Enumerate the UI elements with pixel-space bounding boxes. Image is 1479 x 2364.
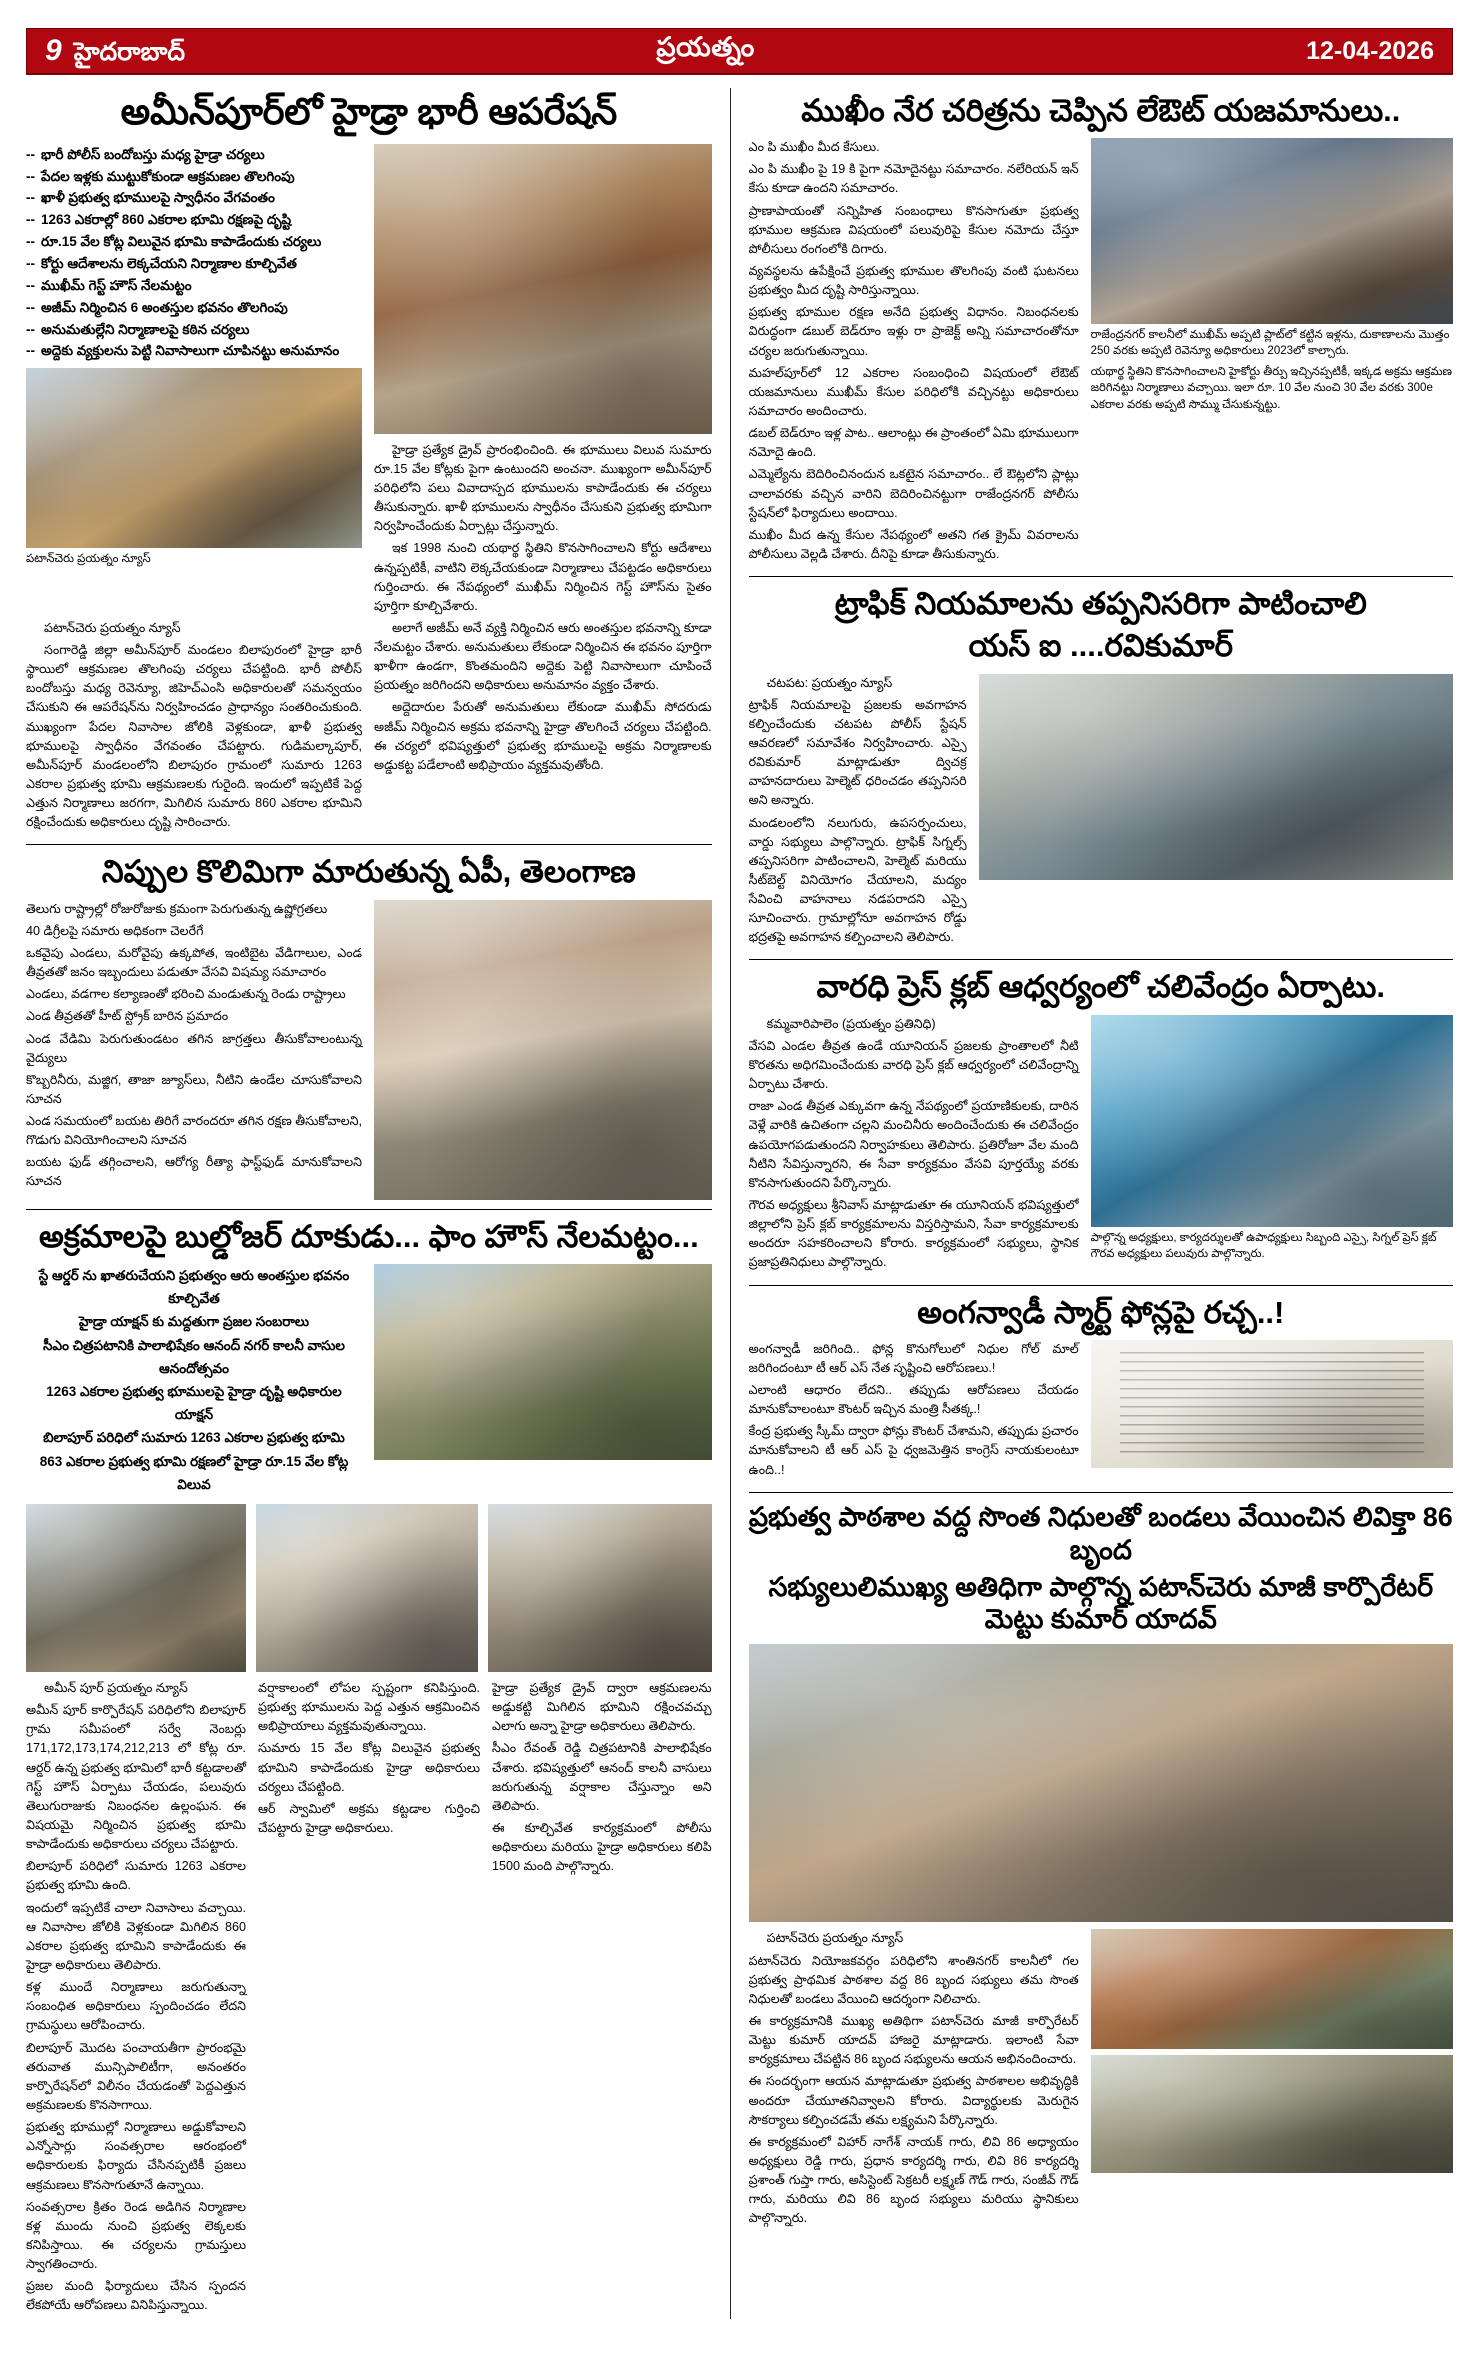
- paragraph: ట్రాఫిక్ నియమాలపై ప్రజలకు అవగాహన కల్పించేందుకు చటపట పోలీస్ స్టేషన్ ఆవరణలో సమావేశం నిర్వహించారు. ఎస్సై రవికుమార్ మాట్లాడుతూ ద్విచక్ర వాహనదారులు హెల్మెట్ ధరించడం తప్పనిసరి అని అన్నారు.: [748, 697, 967, 808]
- story5-headline: వారధి ప్రెస్ క్లబ్ ఆధ్వర్యంలో చలివేంద్రం ఏర్పాటు.: [816, 969, 1386, 1005]
- paragraph: బిలాపూర్ మొదట పంచాయతీగా ప్రారంభమై తరువాత మున్సిపాలిటీగా, అనంతరం కార్పొరేషన్‌లో విలీనం చేయడంతో పెద్దఎత్తున అక్రమణలకు కొనసాగాయి.: [26, 2040, 246, 2112]
- paragraph: వేసవి ఎండల తీవ్రత ఉండే యూనియన్ ప్రజలకు ప్రాంతాలలో నీటి కొరతను అధిగమించేందుకు వారధి ప్రెస్ క్లబ్ ఆధ్వర్యంలో చలివేంద్రాన్ని ఏర్పాటు చేశారు.: [748, 1038, 1079, 1092]
- story1-body-right: [374, 619, 712, 778]
- paragraph: సంవత్సరాల క్రితం రెండ అడిగిన నిర్మాణాల కళ్ల ముందు నుంచి ప్రభుత్వ లెక్కలకు కనిపిస్తాయి. ఈ చర్యలను గ్రామస్తులు స్వాగతించారు.: [26, 2199, 246, 2272]
- story3-text: [749, 674, 967, 951]
- summary-line: హైడ్రా యాక్షన్ కు మద్దతుగా ప్రజల సంబరాలు: [78, 1314, 310, 1330]
- list-item: -- అనుమతుల్లేని నిర్మాణాలపై కఠిన చర్యలు: [26, 321, 250, 337]
- paragraph: కొబ్బరినీరు, మజ్జిగ, తాజా జ్యూస్‌లు, నీటిని ఉండేల చూసుకోవాలని సూచన: [26, 1072, 362, 1106]
- story5-photo-caption: పాల్గొన్న అధ్యక్షులు, కార్యదర్శులతో ఉపాధ్యక్షులు సిబ్బంది ఎస్సై, సిగ్నల్ ప్రెస్ క్లబ్ గౌరవ అధ్యక్షులు పలువురు పాల్గొన్నారు.: [1090, 1231, 1437, 1260]
- list-item: -- పేదల ఇళ్లకు ముట్టుకోకుండా ఆక్రమణల తొలగింపు: [26, 168, 295, 184]
- meeting-hall-photo: [1091, 2055, 1453, 2173]
- paragraph: ఈ కార్యక్రమానికి ముఖ్య అతిథిగా పటాన్‌చెరు మాజీ కార్పొరేటర్ మెట్టు కుమార్ యాదవ్ హాజరై మాట్లాడారు. ఇలాంటి సేవా కార్యక్రమాలు చేపట్టిన 86 బృంద సభ్యులను ఆయన అభినందించారు.: [748, 2013, 1079, 2067]
- byline: పటాన్‌చెరు ప్రయత్నం న్యూస్: [44, 620, 181, 635]
- story6-body-col1: [26, 1679, 246, 2319]
- story-press-club-water: [749, 968, 1453, 1275]
- story7-headline: అంగన్వాడీ స్మార్ట్ ఫోన్లపై రచ్చ..!: [917, 1294, 1285, 1330]
- story6-rubble-wrap: [488, 1504, 712, 1672]
- paragraph: కళ్ల ముందే నిర్మాణాలు జరుగుతున్నా సంబంధిత అధికారులు స్పందించడం లేదని గ్రామస్థులు ఆరోపించారు.: [26, 1980, 246, 2033]
- story8-block: [749, 1929, 1453, 2231]
- story6-center-lines-wrap: [26, 1264, 362, 1496]
- paper-title: ప్రయత్నం: [656, 32, 755, 62]
- paragraph: ప్రాణాపాయంతో సన్నిహిత సంబంధాలు కొనసాగుతూ ప్రభుత్వ భూముల ఆక్రమణ విషయంలో పలువురిపై కేసుల నమోదు చేస్తూ పోలీసులు రంగంలోకి దిగారు.: [748, 203, 1079, 256]
- byline: కమ్మవారిపాలెం (ప్రయత్నం ప్రతినిధి): [766, 1016, 936, 1031]
- government-document-photo: [1091, 1340, 1453, 1468]
- story3-headline-line2: యస్ ఐ ....రవికుమార్: [968, 628, 1233, 664]
- summary-line: 1263 ఎకరాల ప్రభుత్వ భూములపై హైడ్రా దృష్టి అధికారుల యాక్షన్: [46, 1383, 342, 1423]
- story5-block: [749, 1015, 1453, 1276]
- story2-block: [749, 138, 1453, 567]
- page-columns: [26, 88, 1453, 2319]
- story8-headline-line2: సభ్యులులిముఖ్య అతిధిగా పాల్గొన్న పటాన్‌చెరు మాజీ కార్పొరేటర్ మెట్టు కుమార్ యాదవ్: [768, 1571, 1434, 1635]
- list-item: -- 1263 ఎకరాల్లో 860 ఎకరాల భూమి రక్షణపై దృష్టి: [26, 212, 292, 228]
- paragraph: హైడ్రా ప్రత్యేక డ్రైవ్ ద్వారా ఆక్రమణలను అడ్డుకట్టి మిగిలిన భూమిని రక్షించవచ్చు ఎలాగు అన్నా హైడ్రా అధికారులు తెలిపారు.: [492, 1681, 712, 1734]
- paragraph: ఎండ వేడిమి పెరుగుతుండటం తగిన జాగ్రత్తలు తీసుకోవాలంటున్న వైద్యులు: [26, 1031, 362, 1065]
- story-traffic-rules: [749, 585, 1453, 950]
- paragraph: ఒకవైపు ఎండలు, మరోవైపు ఉక్కపోత, ఇంటిబైట వేడిగాలుల, ఎండ తీవ్రతతో జనం ఇబ్బందులు పడుతూ వేసవి విషమ్య సమాచారం: [26, 945, 362, 980]
- paragraph: ఈ కూల్చివేత కార్యక్రమంలో పోలీసు అధికారులు మరియు హైడ్రా అధికారులు కలిపి 1500 మంది పాల్గొన్నారు.: [492, 1821, 712, 1874]
- story7-photo-wrap: [1091, 1340, 1453, 1468]
- list-item: -- ఖాళీ ప్రభుత్వ భూములపై స్వాధీనం వేగవంతం: [26, 190, 275, 206]
- paragraph: ముఖీం మీద ఉన్న కేసుల నేపథ్యంలో అతని గత క్రైమ్ వివరాలను పోలీసులు వెల్లడి చేశారు. దీనిపై కూడా తీసుకున్నారు.: [748, 527, 1079, 561]
- paragraph: ఎండ సమయంలో బయట తిరిగే వారందరూ తగిన రక్షణ తీసుకోవాలని, గొడుగు వినియోగించాలని సూచన: [26, 1114, 362, 1148]
- demolition-excavator-photo: [374, 144, 712, 434]
- divider: [26, 1209, 712, 1210]
- paragraph: మండలంలోని నలుగురు, ఉపసర్పంచులు, వార్డు సభ్యులు పాల్గొన్నారు. ట్రాఫిక్ సిగ్నల్స్ తప్పనిసరిగా పాటించాలని, హెల్మెట్ మరియు సీట్‌బెల్ట్ వినియోగం చేయాలని, మద్యం సేవించి వాహనాలు నడపరాదని ఎస్సై సూచించారు. గ్రామాల్లోనూ అవగాహన రోడ్డు భద్రతపై అవగాహన కల్పించాలని తెలిపారు.: [748, 815, 967, 945]
- list-item: -- ముఖీమ్ గెస్ట్ హౌస్ నేలమట్టం: [26, 277, 192, 293]
- story6-police-photo-wrap: [374, 1264, 712, 1460]
- paragraph: హైడ్రా ప్రత్యేక డ్రైవ్ ప్రారంభించింది. ఈ భూములు విలువ సుమారు రూ.15 వేల కోట్లకు పైగా ఉంటుందని అంచనా. ముఖ్యంగా అమీన్‌పూర్ పరిధిలోని పలు వివాదాస్పద భూములను కాపాడేందుకు ఈ చర్యలు తీసుకున్నారు. ఖాళీ భూములను స్వాధీనం చేసుకుని ప్రభుత్వ భూమిగా నిర్వహించేందుకు ఏర్పాట్లు చేస్తున్నారు.: [374, 442, 712, 534]
- paragraph: ఎమ్మెల్యేను బెదిరించినందున ఒకటైన సమాచారం.. లే ఔట్లలోని ప్లాట్లు చాలావరకు వచ్చిన వారిని బెదిరించినట్టుగా రాజేంద్రనగర్ పోలీసు స్టేషన్‌లో ఫిర్యాదులు అందాయి.: [748, 467, 1079, 520]
- paragraph: పటాన్‌చెరు నియోజకవర్గం పరిధిలోని శాంతినగర్ కాలనీలో గల ప్రభుత్వ ప్రాథమిక పాఠశాల వద్ద 86 బృంద సభ్యులు తమ సొంత నిధులతో బండలు వేయించి ఆదర్శంగా నిలిచారు.: [748, 1953, 1079, 2006]
- felicitation-stage-photo: [1091, 1929, 1453, 2049]
- divider: [749, 1492, 1453, 1493]
- list-item: -- అజీమ్ నిర్మించిన 6 అంతస్తుల భవనం తొలగింపు: [26, 299, 288, 315]
- summary-line: స్టే ఆర్డర్ ను ఖాతరుచేయని ప్రభుత్వం ఆరు అంతస్తుల భవనం కూల్చివేత: [38, 1267, 350, 1307]
- paragraph: మహల్‌పూర్‌లో 12 ఎకరాల సంబంధించి విషయంలో లేఔట్ యజమానులు ముఖీమ్ కేసుల పరిధిలోకి వచ్చినట్టు అధికారులు సమాచారం అందించారు.: [748, 365, 1079, 419]
- summary-line: సీఎం చిత్రపటానికి పాలాభిషేకం ఆనంద్ నగర్ కాలనీ వాసుల ఆనందోత్సవం: [43, 1337, 345, 1376]
- story8-text: [749, 1929, 1079, 2231]
- paragraph: సుమారు 15 వేల కోట్ల విలువైన ప్రభుత్వ భూమిని కాపాడేందుకు హైడ్రా అధికారులు చర్యలు చేపట్టింది.: [258, 1741, 480, 1794]
- byline: పటాన్‌చెరు ప్రయత్నం న్యూస్: [766, 1931, 904, 1946]
- story6-body-col3: [492, 1679, 712, 1879]
- list-item: -- అద్దెకు వ్యక్తులను పెట్టి నివాసాలుగా చూపినట్టు అనుమానం: [26, 343, 340, 359]
- story2-text: [749, 138, 1079, 567]
- publication-date: 12-04-2026: [1306, 36, 1434, 65]
- story8-headline-line1: ప్రభుత్వ పాఠశాల వద్ద సొంత నిధులతో బండలు వేయించిన లివిక్తా 86 బృంద: [748, 1501, 1453, 1565]
- paragraph: ఇందులో ఇప్పటికే చాలా నివాసాలు వచ్చాయి. ఆ నివాసాల జోలికి వెళ్లకుండా మిగిలిన 860 ఎకరాల ప్రభుత్వ భూమిని కాపాడేందుకు ఈ హైడ్రా అధికారులు తెలిపారు.: [26, 1900, 246, 1972]
- story4-text: [26, 900, 362, 1195]
- story-heatwave: [26, 853, 712, 1199]
- paragraph: రాజా ఎండ తీవ్రత ఎక్కువగా ఉన్న నేపథ్యంలో ప్రయాణికులకు, దారిన వెళ్లే వారికి ఉచితంగా చల్లని మంచినీరు అందించేందుకు ఈ చలివేంద్రం ఉపయోగపడుతుందని నిర్వాహకులు తెలిపారు. ప్రతిరోజూ వేల మంది నీటిని సేవిస్తున్నారని, ఈ సేవా కార్యక్రమం వేసవి పూర్తయ్యే వరకు కొనసాగుతుందని పేర్కొన్నారు.: [748, 1099, 1079, 1190]
- divider: [26, 844, 712, 845]
- story-amenpur-hydra: [26, 90, 712, 835]
- summary-line: బిలాపూర్ పరిధిలో సుమారు 1263 ఎకరాల ప్రభుత్వ భూమి: [43, 1430, 345, 1446]
- paragraph: తెలుగు రాష్ట్రాల్లో రోజురోజుకు క్రమంగా పెరుగుతున్న ఉష్ణోగ్రతలు: [26, 901, 328, 916]
- story6-headline: అక్రమాలపై బుల్డోజర్ దూకుడు... ఫాం హౌస్ నేలమట్టం...: [38, 1218, 699, 1254]
- paragraph: బిలాపూర్ పరిధిలో సుమారు 1263 ఎకరాల ప్రభుత్వ భూమి ఉంది.: [26, 1859, 246, 1893]
- story2-headline: ముఖీం నేర చరిత్రను చెప్పిన లేఔట్ యజమానులు..: [801, 93, 1401, 128]
- paragraph: ఆర్ స్వామిలో అక్రమ కట్టడాల గుర్తించి చేపట్టారు హైడ్రా అధికారులు.: [258, 1801, 480, 1836]
- story1-headline: అమీన్‌పూర్‌లో హైడ్రా భారీ ఆపరేషన్: [120, 91, 617, 132]
- byline: చటపట: ప్రయత్నం న్యూస్: [766, 675, 893, 690]
- story1-photo-col-text: [374, 441, 712, 616]
- story1-body-block: [26, 619, 712, 836]
- paragraph: ఎం పి ముఖీం పై 19 కి పైగా నమోదైనట్టు సమాచారం. నలేరియన్ ఇన్ కేసు కూడా ఉందని సమాచారం.: [748, 162, 1079, 196]
- truck-loading-photo: [26, 1504, 246, 1672]
- edition-city: హైదరాబాద్: [73, 38, 186, 66]
- paragraph: ఎండ తీవ్రతతో హీట్ స్ట్రోక్ బారిన ప్రమాదం: [26, 1009, 229, 1024]
- paragraph: అమీన్ పూర్ కార్పొరేషన్ పరిధిలోని బిలాపూర్ గ్రామ సమీపంలో సర్వే నెంబర్లు 171,172,173,174,212,213 లో కోట్ల రూ. ఆర్డర్ ఉన్న ప్రభుత్వ భూమిలో భారీ కట్టడాలతో గెస్ట్ హౌస్ ఏర్పాటు చేయడం, పలువురు తెలుగురాజుకు నిబంధనల ఉల్లంఘన. ఈ విషయమై నిర్మించిన ప్రభుత్వ భూమి కాపాడేందుకు అధికారులు చర్యలు చేపట్టారు.: [26, 1703, 246, 1852]
- story4-headline: నిప్పుల కొలిమిగా మారుతున్న ఏపీ, తెలంగాణ: [101, 854, 636, 890]
- school-group-photo: [749, 1644, 1453, 1922]
- traffic-awareness-meeting-photo: [979, 674, 1453, 880]
- paragraph: అద్దెదారుల పేరుతో అనుమతులు లేకుండా ముఖీమ్ సోదరుడు అజీమ్ నిర్మించిన అక్రమ భవనాన్ని హైడ్రా తొలగించే చర్యలు చేపట్టింది. ఈ చర్యలో భవిష్యత్తులో ప్రభుత్వ భూములపై అక్రమ నిర్మాణాలకు అడ్డుకట్ట పడేలాంటి అభిప్రాయం వ్యక్తమవుతోంది.: [374, 700, 712, 772]
- story6-body-col2: [258, 1679, 480, 1841]
- excavator-house-demolition-photo: [26, 368, 362, 548]
- paragraph: వర్షాకాలంలో లోపల స్పష్టంగా కనిపిస్తుంది. ప్రభుత్వ భూములను పెద్ద ఎత్తున ఆక్రమించిన అభిప్రాయాలు వ్యక్తమవుతున్నాయి.: [258, 1681, 480, 1734]
- story1-bullet-list: [26, 144, 362, 363]
- story-bulldozer-farmhouse: [26, 1218, 712, 2319]
- police-bandobast-photo: [374, 1264, 712, 1460]
- story-anganwadi-smartphones: [749, 1294, 1453, 1483]
- divider: [749, 576, 1453, 577]
- paragraph: ప్రజల మంది ఫిర్యాదులు చేసిన స్పందన లేకపోయే ఆరోపణలు వినిపిస్తున్నాయి.: [26, 2279, 246, 2313]
- paragraph: ఎం పి ముఖీం మీద కేసులు.: [748, 140, 880, 155]
- paragraph: ఎండలు, వడగాల కల్యాణంతో భరించి మండుతున్న రెండు రాష్ట్రాలు: [26, 987, 346, 1002]
- paragraph: ప్రభుత్వ భూముల్లో నిర్మాణాలు అడ్డుకోవాలని ఎన్నోసార్లు సంవత్సరాల ఆరంభంలో అధికారులకు ఫిర్యాదు చేసినప్పటికీ ప్రజలు ఆక్రమణలు కొనసాగుతూనే ఉన్నాయి.: [26, 2120, 246, 2192]
- summary-line: 863 ఎకరాల ప్రభుత్వ భూమి రక్షణలో హైడ్రా రూ.15 వేల కోట్ల విలువ: [39, 1453, 349, 1492]
- paragraph: సంగారెడ్డి జిల్లా అమీన్‌పూర్ మండలం బిలాపురంలో హైడ్రా భారీ స్థాయిలో ఆక్రమణల తొలగింపు చర్యలు చేపట్టింది. భారీ పోలీస్ బందోబస్తు మధ్య రెవెన్యూ, జిహెచ్ఎంసి అధికారులతో సమన్వయం చేసుకుని ఈ ఆపరేషన్‌ను నిర్వహించడం ప్రాధాన్యం సంతరించుకుంది. ముఖ్యంగా పేదల నివాసాల జోలికి వెళ్లకుండా, ఖాళీ ప్రభుత్వ భూములపై స్వాధీనం వేగవంతం చేపట్టారు. గుడిమల్కాపూర్, అమీన్‌పూర్ మండలంలోని బిలాపురం గ్రామంలో సుమారు 1263 ఎకరాల ప్రభుత్వ భూమి ఆక్రమణలకు గురైంది. ఇందులో ఇప్పటికే పెద్ద ఎత్తున నిర్మాణాలు జరగగా, మిగిలిన సుమారు 860 ఎకరాల భూమిని రక్షించేందుకు అధికారులు దృష్టి సారించారు.: [26, 643, 362, 830]
- story7-text: [749, 1340, 1079, 1483]
- page-number: 9: [45, 34, 62, 67]
- story1-body-left: [26, 619, 362, 836]
- story3-photo-wrap: [979, 674, 1453, 880]
- story6-photo-row: [26, 1504, 712, 1672]
- women-covering-face-heat-photo: [374, 900, 712, 1200]
- story7-block: [749, 1340, 1453, 1483]
- list-item: -- కోర్టు ఆదేశాలను లెక్కచేయని నిర్మాణాల కూల్చివేత: [26, 255, 297, 271]
- paragraph: వ్యవస్థలను ఉపేక్షించే ప్రభుత్వ భూముల తొలగింపు వంటి ఘటనలు ప్రభుత్వం మీద దృష్టి సారిస్తున్నాయి.: [748, 264, 1079, 298]
- story6-summary-lines: [26, 1264, 362, 1496]
- divider: [749, 959, 1453, 960]
- masthead-left: [45, 36, 185, 66]
- left-column: [26, 88, 712, 2319]
- right-column: [749, 88, 1453, 2232]
- paragraph: ఇక 1998 నుంచి యథార్థ స్థితిని కొనసాగించాలని కోర్టు ఆదేశాలు ఉన్నప్పటికీ, వాటిని లెక్కచేయకుండా నిర్మాణాలు చేపట్టడం అధికారులు గుర్తించారు. ఈ నేపథ్యంలో ముఖీమ్ నిర్మించిన గెస్ట్ హౌస్‌ను సైతం పూర్తిగా కూల్చివేశారు.: [374, 541, 712, 613]
- column-divider: [730, 88, 731, 2319]
- paragraph: ఈ కార్యక్రమంలో విహార్ నాగేశ్ నాయక్ గారు, లివి 86 అధ్యాయం అధ్యక్షులు రెడ్డి గారు, ప్రధాన కార్యదర్శి గారు, లివి 86 కార్యదర్శి ప్రశాంత్ గుప్తా గారు, అసిస్టెంట్ సెక్రటరీ లక్ష్మణ్ గౌడ్ గారు, సంజీవ్ గౌడ్ గారు, మరియు లివి 86 బృంద సభ్యులు మరియు స్థానికులు పాల్గొన్నారు.: [748, 2134, 1079, 2226]
- paragraph: ఎలాంటి ఆధారం లేదని.. తప్పుడు ఆరోపణలు చేయడం మానుకోవాలంటూ కౌంటర్ ఇచ్చిన మంత్రి సీతక్క.!: [748, 1382, 1079, 1417]
- story2-photo-caption: రాజేంద్రనగర్ కాలనీలో ముఖీమ్ అప్పటి ప్లాట్‌లో కట్టిన ఇళ్లను, దుకాణాలను మొత్తం 250 వరకు అప్పటి రెవెన్యూ అధికారులు 2023లో కాల్చారు.: [1090, 329, 1450, 358]
- story8-photo-col: [1091, 1929, 1453, 2173]
- paragraph: కేంద్ర ప్రభుత్వ స్కీమ్ ద్వారా ఫోన్లు కౌంటర్ చేశామని, తప్పుడు ప్రచారం మానుకోవాలని టీ ఆర్ ఎస్ పై ధ్వజమెత్తిన కాంగ్రెస్ నాయకులంటూ ఉంది..!: [748, 1424, 1079, 1477]
- paragraph: ఈ సందర్భంగా ఆయన మాట్లాడుతూ ప్రభుత్వ పాఠశాలల అభివృద్ధికి అందరూ చేయూతనివ్వాలని కోరారు. విద్యార్థులకు మెరుగైన సౌకర్యాలు కల్పించడమే తమ లక్ష్యమని పేర్కొన్నారు.: [748, 2074, 1079, 2127]
- byline: అమీన్ పూర్ ప్రయత్నం న్యూస్: [44, 1681, 188, 1696]
- paragraph: ప్రభుత్వ భూముల రక్షణ అనేది ప్రభుత్వ విధానం. నిబంధనలకు విరుద్ధంగా డబుల్ బెడ్‌రూం ఇళ్లు రా ప్రాజెక్ట్ అన్ని సమాచారంతోనూ చర్యల జరుగుతున్నాయి.: [748, 305, 1079, 358]
- demolition-rubble-photo: [488, 1504, 712, 1672]
- story1-top-block: [26, 144, 712, 619]
- story5-photo-col: [1091, 1015, 1453, 1267]
- story6-top-block: [26, 1264, 712, 1496]
- story3-headline-line1: ట్రాఫిక్ నియమాలను తప్పనిసరిగా పాటించాలి: [834, 586, 1367, 622]
- story1-photo-caption: పటాన్‌చెరు ప్రయత్నం న్యూస్: [26, 553, 151, 566]
- paragraph: 40 డిగ్రీలపై సమారు అధికంగా చెలరేగే: [26, 923, 204, 938]
- paragraph: గౌరవ అధ్యక్షులు శ్రీనివాస్ మాట్లాడుతూ ఈ యూనియన్ భవిష్యత్తులో జిల్లాలోని ప్రెస్ క్లబ్ కార్యక్రమాలను విస్తరిస్తామని, సేవా కార్యక్రమాలకు అందరూ సహకరించాలని కోరారు. కార్యక్రమంలో సభ్యులు, స్థానిక ప్రజాప్రతినిధులు పాల్గొన్నారు.: [748, 1197, 1079, 1270]
- story5-text: [749, 1015, 1079, 1276]
- list-item: -- రూ.15 వేల కోట్ల విలువైన భూమి కాపాడేందుకు చర్యలు: [26, 234, 322, 250]
- story-school-donation: [749, 1501, 1453, 2232]
- story1-bullets-wrap: [26, 144, 362, 573]
- apartment-building-photo: [256, 1504, 478, 1672]
- divider: [749, 1285, 1453, 1286]
- story6-truck-wrap: [26, 1504, 246, 1672]
- paragraph: డబల్ బెడ్‌రూం ఇళ్ల పాట.. ఆలాంట్లు ఈ ప్రాంతంలో ఏమి భూములుగా నమోదై ఉంది.: [748, 426, 1079, 460]
- story1-photo-col: [374, 144, 712, 619]
- paragraph: అలాగే అజీమ్ అనే వ్యక్తి నిర్మించిన ఆరు అంతస్తుల భవనాన్ని కూడా నేలమట్టం చేశారు. అనుమతులు లేకుండా నిర్మించిన ఈ భవనం పూర్తిగా ఖాళీగా ఉండగా, కొంతమందిని అద్దెకు పెట్టి నివాసాలుగా చూపించే ప్రయత్నం జరిగిందని అధికారులు అనుమానం వ్యక్తం చేశారు.: [374, 620, 712, 693]
- story4-photo-wrap: [374, 900, 712, 1200]
- list-item: -- భారీ పోలీస్ బందోబస్తు మధ్య హైడ్రా చర్యలు: [26, 146, 265, 162]
- paragraph: సీఎం రేవంత్ రెడ్డి చిత్రపటానికి పాలాభిషేకం చేశారు. భవిష్యత్తులో ఆనంద్ కాలనీ వాసులు జరుగుతున్న వర్షాకాల చేస్తున్నాం అని తెలిపారు.: [492, 1741, 712, 1813]
- story-mukheem-crime-history: [749, 92, 1453, 567]
- paragraph: బయట ఫుడ్ తగ్గించాలని, ఆరోగ్య రీత్యా ఫాస్ట్‌ఫుడ్ మానుకోవాలని సూచన: [26, 1155, 362, 1189]
- masthead: [26, 28, 1453, 74]
- story2-photo-caption-2: యథార్థ స్థితిని కొనసాగించాలని హైకోర్టు తీర్పు ఇచ్చినప్పటికీ, ఇక్కడ అక్రమ ఆక్రమణ జరిగినట్టు నిర్మాణాలు వచ్చాయి. ఇలా రూ. 10 వేల నుంచి 30 వేల వరకు 300e ఎకరాల వరకు అప్పటి సొమ్ము చేసుకున్నట్టు.: [1090, 366, 1453, 411]
- story6-building-wrap: [256, 1504, 478, 1672]
- paragraph: అంగన్వాడీ జరిగింది.. ఫోన్ల కొనుగోలులో నిధుల గోల్ మాల్ జరిగిందంటూ టీ ఆర్ ఎస్ నేత సృష్టించి ఆరోపణలు.!: [748, 1341, 1079, 1375]
- press-club-water-distribution-photo: [1091, 1015, 1453, 1227]
- story4-block: [26, 900, 712, 1200]
- leaders-press-meet-photo: [1091, 138, 1453, 324]
- story2-photo-col: [1091, 138, 1453, 417]
- story3-block: [749, 674, 1453, 951]
- story6-body-row: [26, 1679, 712, 2319]
